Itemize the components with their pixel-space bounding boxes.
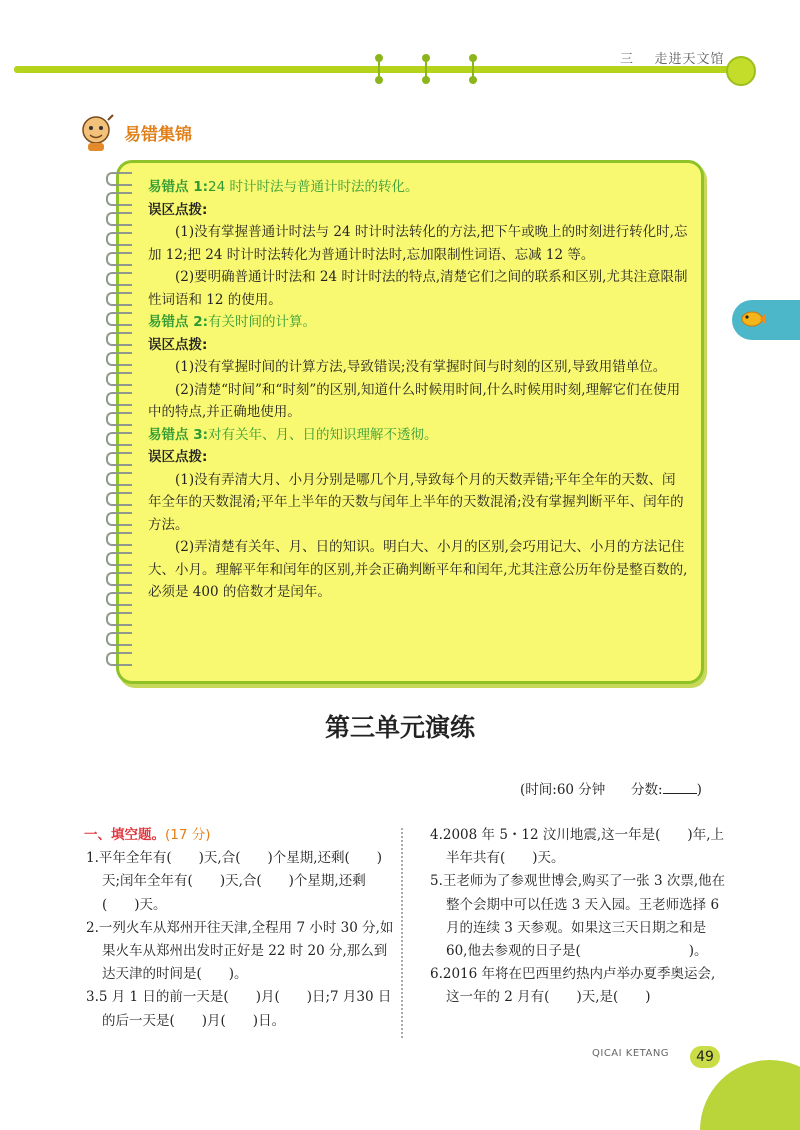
section-score: (17 分) (165, 827, 211, 843)
question-item: 1.平年全年有( )天,合( )个星期,还剩( )天;闰年全年有( )天,合( )个星期,还剩( )天。 (86, 850, 383, 913)
error-point-label: 易错点 2: (148, 314, 208, 330)
explanation-paragraph: (2)弄清楚有关年、月、日的知识。明白大、小月的区别,会巧用记大、小月的方法记住大、小月。理解平年和闰年的区别,并会正确判断平年和闰年,尤其注意公历年份是整百数的,必须是 400 的倍数才是闰年。 (148, 539, 688, 600)
question-item: 4.2008 年 5・12 汶川地震,这一年是( )年,上半年共有( )天。 (430, 827, 724, 867)
time-score-line (520, 778, 702, 798)
explanation-paragraph: (2)要明确普通计时法和 24 时计时法的特点,清楚它们之间的联系和区别,尤其注意限制性词语和 12 的使用。 (148, 269, 688, 308)
question-item: 6.2016 年将在巴西里约热内卢举办夏季奥运会,这一年的 2 月有( )天,是( ) (430, 966, 716, 1006)
explanation-paragraph: (1)没有弄清大月、小月分别是哪几个月,导致每个月的天数弄错;平年全年的天数、闰年全年的天数混淆;平年上半年的天数与闰年上半年的天数混淆;没有掌握判断平年、闰年的方法。 (148, 471, 684, 533)
error-point-topic: 24 时计时法与普通计时法的转化。 (208, 179, 419, 195)
page-number: 49 (690, 1046, 720, 1068)
corner-decoration (700, 1060, 800, 1130)
chapter-number: 三 (620, 52, 635, 67)
mascot-icon (76, 112, 116, 152)
score-blank[interactable] (663, 793, 697, 794)
binder-ring-3 (469, 54, 477, 84)
error-point-label: 易错点 3: (148, 426, 208, 443)
column-divider (401, 828, 403, 1038)
exercise-right-column (428, 824, 728, 1010)
score-label: 分数: (631, 782, 663, 798)
question-item: 5.王老师为了参观世博会,购买了一张 3 次票,他在整个会期中可以任选 3 天入园。王老师选择 6 月的连续 3 天参观。如果这三天日期之和是 60,他去参观的日子是( )。 (430, 873, 726, 960)
error-point-3-heading (148, 424, 688, 447)
error-points (148, 176, 688, 604)
section-title: 易错集锦 (124, 125, 192, 145)
error-point-1-heading (148, 176, 688, 199)
exercise-left-column (84, 824, 396, 1033)
error-point-2-heading (148, 311, 688, 334)
section-label: 一、填空题。 (84, 827, 165, 843)
misconception-label: 误区点拨: (148, 449, 208, 465)
question-item: 2.一列火车从郑州开往天津,全程用 7 小时 30 分,如果火车从郑州出发时正好是 22 时 20 分,那么到达天津的时间是( )。 (86, 919, 394, 983)
misconception-label: 误区点拨: (148, 201, 208, 218)
unit-title: 第三单元演练 (324, 713, 475, 742)
explanation-paragraph: (1)没有掌握时间的计算方法,导致错误;没有掌握时间与时刻的区别,导致用错单位。 (175, 359, 667, 375)
exercise-section-heading (84, 824, 396, 847)
binder-ring-1 (375, 54, 383, 84)
time-label: (时间:60 分钟 (520, 782, 606, 798)
score-close: ) (696, 782, 702, 798)
notebook-spiral (106, 172, 132, 672)
error-point-topic: 有关时间的计算。 (208, 314, 316, 330)
error-point-label: 易错点 1: (148, 179, 208, 195)
footer-brand: QICAI KETANG (592, 1048, 670, 1059)
chapter-title: 走进天文馆 (654, 52, 725, 67)
fish-icon (740, 308, 766, 330)
binder-ring-2 (422, 54, 430, 84)
question-item: 3.5 月 1 日的前一天是( )月( )日;7 月30 日的后一天是( )月( )日。 (86, 989, 392, 1029)
explanation-paragraph: (2)清楚“时间”和“时刻”的区别,知道什么时候用时间,什么时候用时刻,理解它们在使用中的特点,并正确地使用。 (148, 381, 681, 420)
mascot-logo-icon (726, 56, 756, 86)
misconception-label: 误区点拨: (148, 336, 208, 353)
chapter-header (620, 48, 725, 67)
error-point-topic: 对有关年、月、日的知识理解不透彻。 (208, 426, 438, 443)
explanation-paragraph: (1)没有掌握普通计时法与 24 时计时法转化的方法,把下午或晚上的时刻进行转化时,忘加 12;把 24 时计时法转化为普通计时法时,忘加限制性词语、忘减 12 等。 (148, 224, 688, 263)
